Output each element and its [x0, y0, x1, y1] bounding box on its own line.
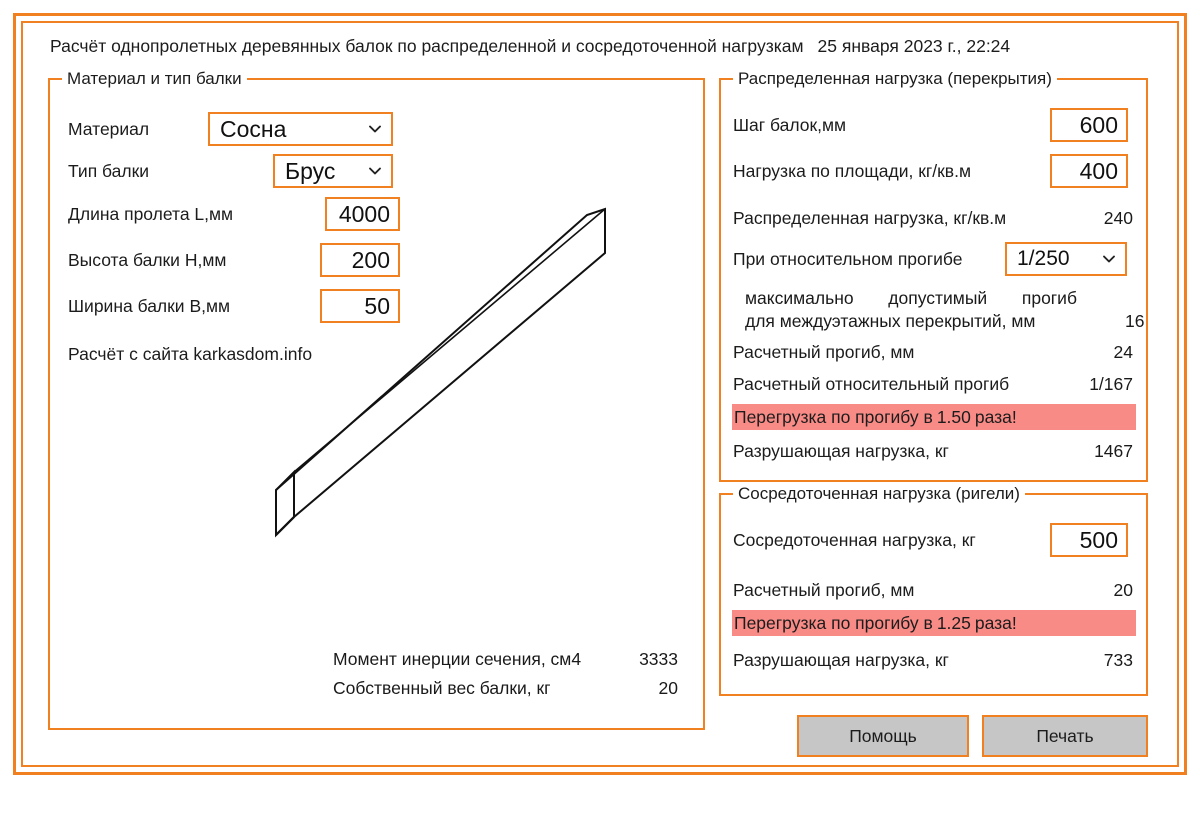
beam-type-label: Тип балки — [68, 161, 150, 181]
material-row — [68, 112, 393, 146]
overload-warning-concentrated-prefix: Перегрузка по прогибу в — [734, 613, 933, 633]
chevron-down-icon — [367, 163, 383, 179]
beam-type-select[interactable] — [273, 154, 393, 188]
area-load-label: Нагрузка по площади, кг/кв.м — [733, 161, 971, 181]
calc-deflection-distributed-label: Расчетный прогиб, мм — [733, 342, 915, 362]
breaking-load-concentrated-value: 733 — [1103, 650, 1133, 670]
max-allowed-deflection-value: 16 — [1125, 311, 1145, 331]
page-title — [50, 33, 1160, 59]
help-button[interactable] — [797, 715, 969, 757]
material-select-value: Сосна — [220, 116, 287, 142]
own-weight-value: 20 — [658, 678, 678, 698]
calc-deflection-distributed-row — [733, 340, 1133, 364]
overload-warning-concentrated-factor: 1.25 — [936, 613, 971, 633]
relative-deflection-value: 1/250 — [1017, 247, 1070, 270]
area-load-input[interactable] — [1050, 154, 1128, 188]
overload-warning-distributed — [732, 404, 1136, 430]
overload-warning-distributed-prefix: Перегрузка по прогибу в — [734, 407, 933, 427]
overload-warning-distributed-factor: 1.50 — [936, 407, 971, 427]
distributed-load-row — [733, 206, 1133, 230]
beam-type-select-value: Брус — [285, 158, 336, 184]
breaking-load-concentrated-label: Разрушающая нагрузка, кг — [733, 650, 949, 670]
beam-step-label: Шаг балок,мм — [733, 115, 847, 135]
breaking-load-distributed-label: Разрушающая нагрузка, кг — [733, 441, 949, 461]
print-button-label: Печать — [1036, 725, 1094, 746]
concentrated-group-legend: Сосредоточенная нагрузка (ригели) — [733, 483, 1025, 505]
beam-height-label: Высота балки H,мм — [68, 250, 227, 270]
relative-deflection-select[interactable] — [1005, 242, 1127, 276]
own-weight-label: Собственный вес балки, кг — [333, 678, 551, 698]
distributed-load-value: 240 — [1103, 208, 1133, 228]
distributed-group-legend: Распределенная нагрузка (перекрытия) — [733, 68, 1057, 90]
beam-step-input[interactable] — [1050, 108, 1128, 142]
max-allowed-deflection-label: для междуэтажных перекрытий, мм — [745, 311, 1036, 331]
concentrated-load-row — [733, 523, 1128, 557]
material-select[interactable] — [208, 112, 393, 146]
calc-relative-deflection-label: Расчетный относительный прогиб — [733, 374, 1010, 394]
area-load-row — [733, 154, 1128, 188]
distributed-load-label: Распределенная нагрузка, кг/кв.м — [733, 208, 1007, 228]
section-inertia-value: 3333 — [639, 649, 678, 669]
beam-3d-illustration — [255, 195, 615, 555]
overload-warning-concentrated — [732, 610, 1136, 636]
section-inertia-row — [333, 645, 678, 674]
overload-warning-distributed-suffix: раза! — [974, 407, 1017, 427]
page-timestamp: 25 января 2023 г., 22:24 — [817, 36, 1011, 56]
help-button-label: Помощь — [849, 725, 917, 746]
max-allowed-deflection-note-line1: максимально допустимый прогиб — [745, 288, 1077, 308]
material-label: Материал — [68, 119, 150, 139]
print-button[interactable] — [982, 715, 1148, 757]
material-group-legend: Материал и тип балки — [62, 68, 247, 90]
max-allowed-deflection-note — [745, 287, 1145, 333]
chevron-down-icon — [1101, 251, 1117, 267]
left-panel-readouts — [333, 645, 678, 703]
calc-deflection-distributed-value: 24 — [1113, 342, 1133, 362]
relative-deflection-label: При относительном прогибе — [733, 249, 963, 269]
concentrated-load-input[interactable] — [1050, 523, 1128, 557]
page-title-text: Расчёт однопролетных деревянных балок по распределенной и сосредоточенной нагрузкам — [50, 36, 804, 56]
chevron-down-icon — [367, 121, 383, 137]
beam-type-row — [68, 154, 393, 188]
breaking-load-concentrated-row — [733, 648, 1133, 672]
span-length-label: Длина пролета L,мм — [68, 204, 234, 224]
source-note-text: Расчёт с сайта karkasdom.info — [68, 344, 313, 364]
max-allowed-deflection-note-line2 — [745, 310, 1145, 333]
breaking-load-distributed-value: 1467 — [1094, 441, 1133, 461]
calc-relative-deflection-row — [733, 372, 1133, 396]
concentrated-load-label: Сосредоточенная нагрузка, кг — [733, 530, 976, 550]
beam-width-label: Ширина балки B,мм — [68, 296, 231, 316]
overload-warning-concentrated-suffix: раза! — [974, 613, 1017, 633]
calc-deflection-concentrated-row — [733, 578, 1133, 602]
beam-step-row — [733, 108, 1128, 142]
own-weight-row — [333, 674, 678, 703]
section-inertia-label: Момент инерции сечения, см4 — [333, 649, 582, 669]
relative-deflection-row — [733, 242, 1127, 276]
breaking-load-distributed-row — [733, 439, 1133, 463]
calc-deflection-concentrated-value: 20 — [1113, 580, 1133, 600]
calc-deflection-concentrated-label: Расчетный прогиб, мм — [733, 580, 915, 600]
calc-relative-deflection-value: 1/167 — [1089, 374, 1133, 394]
